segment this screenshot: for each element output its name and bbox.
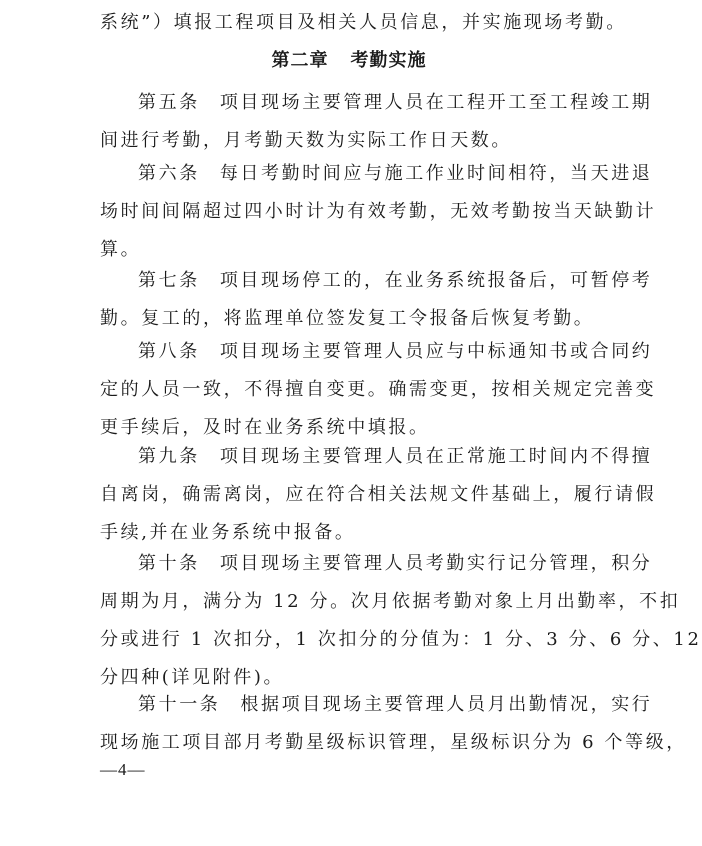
article-line: 场时间间隔超过四小时计为有效考勤，无效考勤按当天缺勤计	[100, 201, 657, 222]
article-line: 手续,并在业务系统中报备。	[100, 522, 356, 543]
article-label: 第十条	[138, 553, 200, 574]
chapter-number: 第二章	[271, 50, 329, 71]
article-line	[100, 84, 653, 122]
article-9	[100, 438, 657, 552]
chapter-heading	[0, 46, 698, 72]
article-5	[100, 84, 653, 160]
article-line	[100, 545, 653, 583]
intro-text	[100, 4, 627, 42]
article-line	[100, 686, 653, 724]
article-line	[100, 333, 653, 371]
article-line: 分四种(详见附件)。	[100, 667, 285, 688]
article-text: 项目现场停工的，在业务系统报备后，可暂停考	[219, 270, 653, 291]
article-line: 自离岗，确需离岗，应在符合相关法规文件基础上，履行请假	[100, 484, 657, 505]
article-line: 周期为月，满分为 12 分。次月依据考勤对象上月出勤率，不扣	[100, 591, 681, 612]
article-text: 根据项目现场主要管理人员月出勤情况，实行	[240, 694, 653, 715]
article-11	[100, 686, 687, 762]
article-line: 更手续后，及时在业务系统中填报。	[100, 417, 430, 438]
article-label: 第七条	[138, 270, 200, 291]
article-line: 间进行考勤，月考勤天数为实际工作日天数。	[100, 130, 512, 151]
article-label: 第八条	[138, 341, 200, 362]
article-text: 项目现场主要管理人员在工程开工至工程竣工期	[219, 92, 653, 113]
article-text: 项目现场主要管理人员考勤实行记分管理，积分	[219, 553, 653, 574]
chapter-title: 考勤实施	[350, 50, 427, 71]
article-text: 项目现场主要管理人员应与中标通知书或合同约	[219, 341, 653, 362]
article-label: 第九条	[138, 446, 200, 467]
page-number: —4—	[100, 760, 146, 779]
article-line: 算。	[100, 239, 142, 260]
article-text: 每日考勤时间应与施工作业时间相符，当天进退	[219, 163, 653, 184]
article-7	[100, 262, 653, 338]
article-text: 项目现场主要管理人员在正常施工时间内不得擅	[219, 446, 653, 467]
article-line	[100, 262, 653, 300]
article-line: 分或进行 1 次扣分，1 次扣分的分值为：1 分、3 分、6 分、12	[100, 629, 702, 650]
article-label: 第十一条	[138, 694, 221, 715]
article-6	[100, 155, 657, 269]
article-line	[100, 155, 653, 193]
article-line: 现场施工项目部月考勤星级标识管理，星级标识分为 6 个等级，	[100, 732, 687, 753]
article-8	[100, 333, 657, 447]
article-label: 第五条	[138, 92, 200, 113]
article-10	[100, 545, 702, 697]
article-label: 第六条	[138, 163, 200, 184]
article-line: 勤。复工的，将监理单位签发复工令报备后恢复考勤。	[100, 308, 595, 329]
intro-line: 系统”）填报工程项目及相关人员信息，并实施现场考勤。	[100, 12, 627, 33]
article-line	[100, 438, 653, 476]
article-line: 定的人员一致，不得擅自变更。确需变更，按相关规定完善变	[100, 379, 657, 400]
